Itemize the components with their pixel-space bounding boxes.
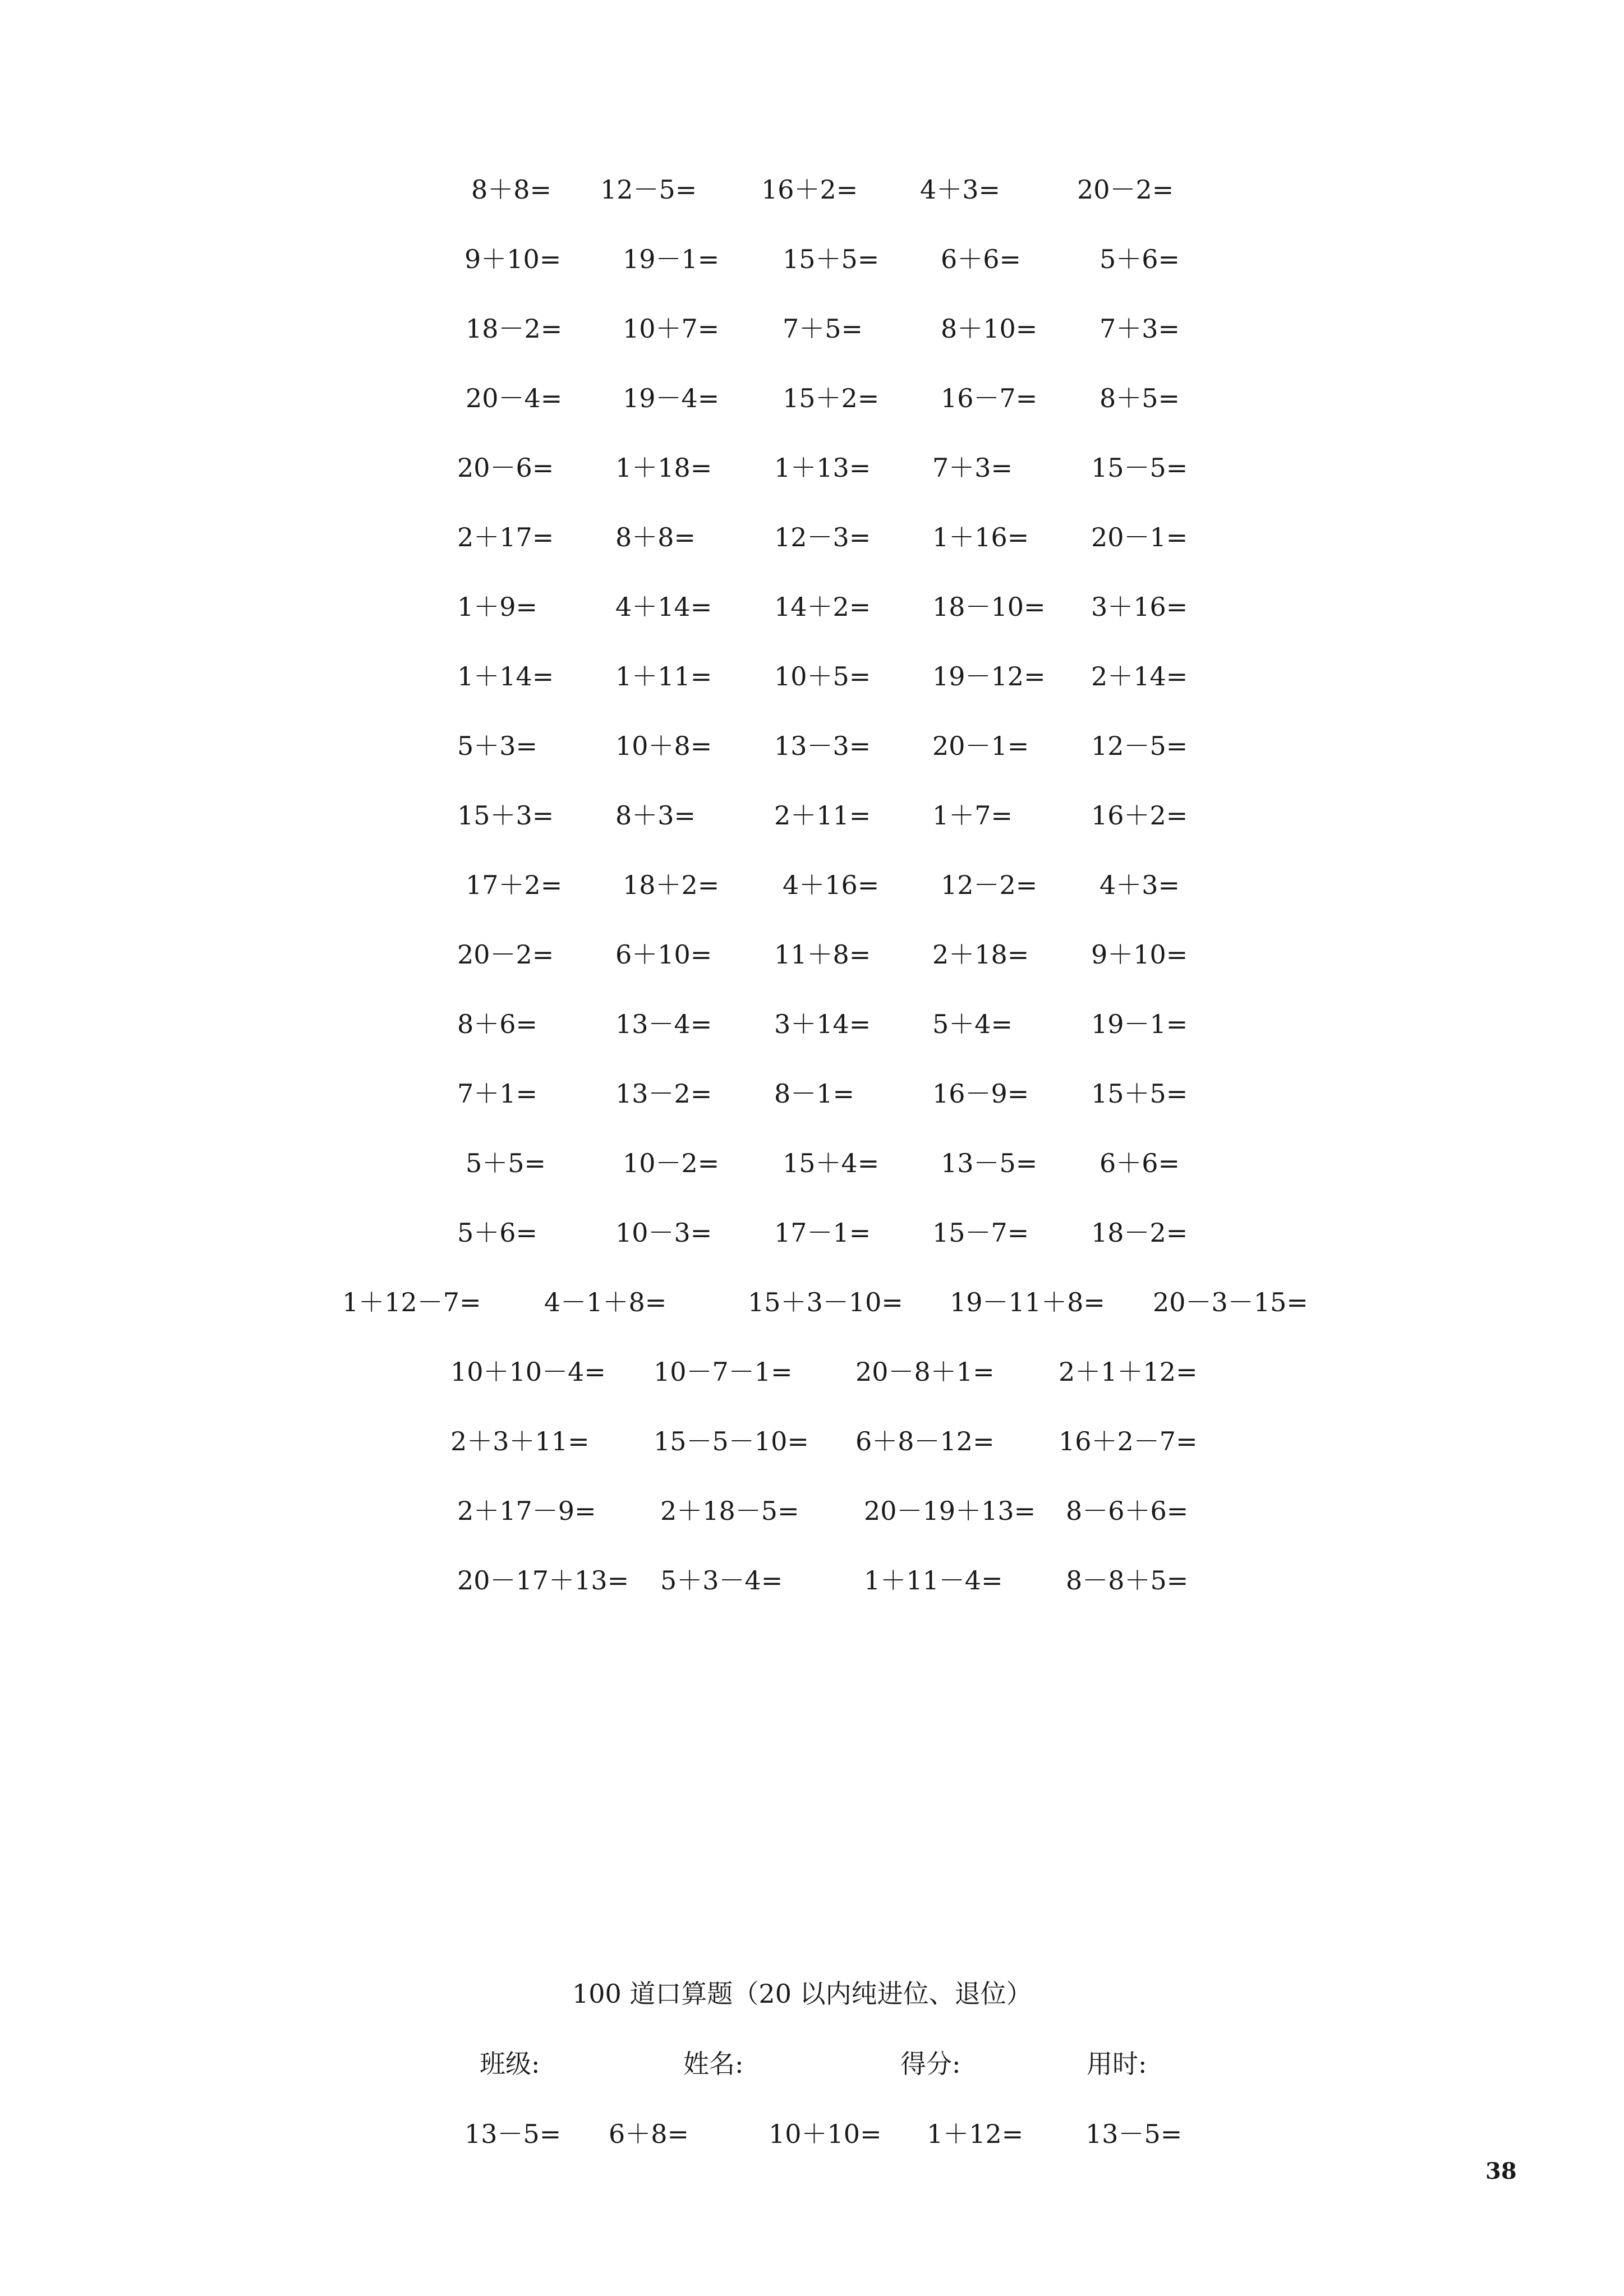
- problem: 12－5=: [600, 174, 697, 205]
- problem: 1＋16=: [932, 522, 1029, 552]
- problem: 4＋16=: [783, 870, 880, 900]
- problem: 10－7－1=: [654, 1357, 793, 1387]
- problem: 2＋18=: [932, 939, 1029, 970]
- problem: 2＋17－9=: [457, 1496, 596, 1526]
- problem: 18－2=: [466, 313, 563, 344]
- problem-row: [0, 793, 1624, 838]
- problem: 19－12=: [932, 661, 1046, 691]
- problem: 20－17＋13=: [457, 1565, 629, 1596]
- problem: 2＋18－5=: [660, 1496, 799, 1526]
- problem: 7＋5=: [783, 313, 863, 344]
- problem-row: [0, 1002, 1624, 1046]
- problem: 15－7=: [932, 1218, 1029, 1248]
- problem: 13－5=: [1085, 2119, 1183, 2149]
- problem: 10－3=: [615, 1218, 712, 1248]
- problem-row: [0, 237, 1624, 282]
- problem: 8－8＋5=: [1066, 1565, 1189, 1596]
- problem: 1＋12=: [927, 2119, 1024, 2149]
- problem: 16＋2=: [1091, 800, 1188, 831]
- problem: 5＋4=: [932, 1009, 1013, 1039]
- problem: 7＋3=: [1099, 313, 1180, 344]
- problem: 8＋3=: [615, 800, 696, 831]
- problem: 15－5－10=: [654, 1426, 809, 1456]
- problem: 2＋1＋12=: [1059, 1357, 1198, 1387]
- problem: 13－4=: [615, 1009, 712, 1039]
- problem: 10－2=: [623, 1148, 720, 1178]
- problem-row: [0, 1141, 1624, 1186]
- problem: 2＋3＋11=: [450, 1426, 590, 1456]
- problem: 15＋5=: [783, 244, 880, 274]
- problem: 1＋11－4=: [864, 1565, 1003, 1596]
- problem: 12－2=: [941, 870, 1038, 900]
- problem: 16＋2=: [761, 174, 858, 205]
- name-label: 姓名:: [683, 2049, 744, 2079]
- problem: 18－2=: [1091, 1218, 1188, 1248]
- problem: 8＋8=: [615, 522, 696, 552]
- problem-row: [0, 1558, 1624, 1603]
- problem-row: [0, 1419, 1624, 1464]
- problem: 18－10=: [932, 592, 1046, 622]
- problem: 6＋6=: [1099, 1148, 1180, 1178]
- problem-row: [0, 1280, 1624, 1325]
- problem: 12－3=: [774, 522, 871, 552]
- problem: 1＋11=: [615, 661, 712, 691]
- problem: 4＋14=: [615, 592, 712, 622]
- problem-row: [0, 1349, 1624, 1394]
- problem: 8＋8=: [471, 174, 552, 205]
- problem-row: [0, 167, 1624, 212]
- problem: 20－8＋1=: [855, 1357, 995, 1387]
- problem: 16－7=: [941, 383, 1038, 413]
- problem: 2＋14=: [1091, 661, 1188, 691]
- problem: 18＋2=: [623, 870, 720, 900]
- problem: 9＋10=: [1091, 939, 1188, 970]
- problem: 15＋5=: [1091, 1078, 1188, 1109]
- problem: 1＋18=: [615, 453, 712, 483]
- problem: 8＋6=: [457, 1009, 538, 1039]
- problem-row: [0, 306, 1624, 351]
- problem: 1＋7=: [932, 800, 1013, 831]
- problem: 14＋2=: [774, 592, 871, 622]
- problem-row: [0, 376, 1624, 421]
- problem: 15＋2=: [783, 383, 880, 413]
- problem: 15＋3=: [457, 800, 554, 831]
- problem: 9＋10=: [464, 244, 562, 274]
- problem: 20－19＋13=: [864, 1496, 1036, 1526]
- problem: 3＋16=: [1091, 592, 1188, 622]
- problem-row: [0, 584, 1624, 629]
- problem: 13－5=: [941, 1148, 1038, 1178]
- problem: 10＋10=: [769, 2119, 882, 2149]
- problem: 10＋7=: [623, 313, 720, 344]
- problem: 20－4=: [466, 383, 563, 413]
- problem: 16－9=: [932, 1078, 1029, 1109]
- problem: 6＋8=: [609, 2119, 689, 2149]
- problem: 7＋3=: [932, 453, 1013, 483]
- problem: 20－6=: [457, 453, 554, 483]
- problem: 2＋11=: [774, 800, 871, 831]
- problem-row: [0, 445, 1624, 490]
- problem: 6＋6=: [941, 244, 1022, 274]
- time-label: 用时:: [1087, 2049, 1147, 2079]
- problem-row: [0, 1071, 1624, 1116]
- problem: 2＋17=: [457, 522, 554, 552]
- section-title: 100 道口算题（20 以内纯进位、退位）: [572, 1979, 1032, 2009]
- problem-row: [0, 1488, 1624, 1533]
- problem: 8＋5=: [1099, 383, 1180, 413]
- problem: 19－1=: [1091, 1009, 1188, 1039]
- problem: 1＋13=: [774, 453, 871, 483]
- problem: 4＋3=: [920, 174, 1001, 205]
- problem: 4＋3=: [1099, 870, 1180, 900]
- problem: 15＋3－10=: [748, 1287, 903, 1317]
- problem: 13－3=: [774, 731, 871, 761]
- problem: 13－5=: [464, 2119, 562, 2149]
- problem: 12－5=: [1091, 731, 1188, 761]
- problem: 6＋8－12=: [855, 1426, 995, 1456]
- problem: 7＋1=: [457, 1078, 538, 1109]
- problem: 6＋10=: [615, 939, 712, 970]
- problem: 10＋10－4=: [450, 1357, 606, 1387]
- problem: 1＋9=: [457, 592, 538, 622]
- problem-row: [0, 515, 1624, 560]
- problem: 19－11＋8=: [950, 1287, 1105, 1317]
- problem: 5＋3－4=: [660, 1565, 783, 1596]
- problem-row: [0, 2111, 1624, 2156]
- problem: 20－1=: [932, 731, 1029, 761]
- problem: 8＋10=: [941, 313, 1038, 344]
- problem: 5＋6=: [457, 1218, 538, 1248]
- problem: 5＋5=: [466, 1148, 546, 1178]
- problem: 10＋8=: [615, 731, 712, 761]
- problem: 17＋2=: [466, 870, 563, 900]
- problem: 5＋3=: [457, 731, 538, 761]
- problem: 1＋14=: [457, 661, 554, 691]
- problem-row: [0, 1210, 1624, 1255]
- problem: 15－5=: [1091, 453, 1188, 483]
- problem-row: [0, 863, 1624, 907]
- problem: 11＋8=: [774, 939, 871, 970]
- problem-row: [0, 654, 1624, 699]
- problem: 8－1=: [774, 1078, 855, 1109]
- score-label: 得分:: [900, 2049, 961, 2079]
- problem: 19－4=: [623, 383, 720, 413]
- problem: 17－1=: [774, 1218, 871, 1248]
- problem: 15＋4=: [783, 1148, 880, 1178]
- problem: 20－1=: [1091, 522, 1188, 552]
- problem: 4－1＋8=: [544, 1287, 667, 1317]
- problem: 20－2=: [1077, 174, 1174, 205]
- problem: 13－2=: [615, 1078, 712, 1109]
- problem: 3＋14=: [774, 1009, 871, 1039]
- problem-row: [0, 723, 1624, 768]
- problem: 5＋6=: [1099, 244, 1180, 274]
- problem: 20－3－15=: [1153, 1287, 1308, 1317]
- problem: 20－2=: [457, 939, 554, 970]
- problem: 16＋2－7=: [1059, 1426, 1198, 1456]
- problem: 19－1=: [623, 244, 720, 274]
- problem-row: [0, 932, 1624, 977]
- class-label: 班级:: [480, 2049, 540, 2079]
- page-number: 38: [1485, 2158, 1517, 2184]
- problem: 8－6＋6=: [1066, 1496, 1189, 1526]
- problem: 1＋12－7=: [342, 1287, 481, 1317]
- problem: 10＋5=: [774, 661, 871, 691]
